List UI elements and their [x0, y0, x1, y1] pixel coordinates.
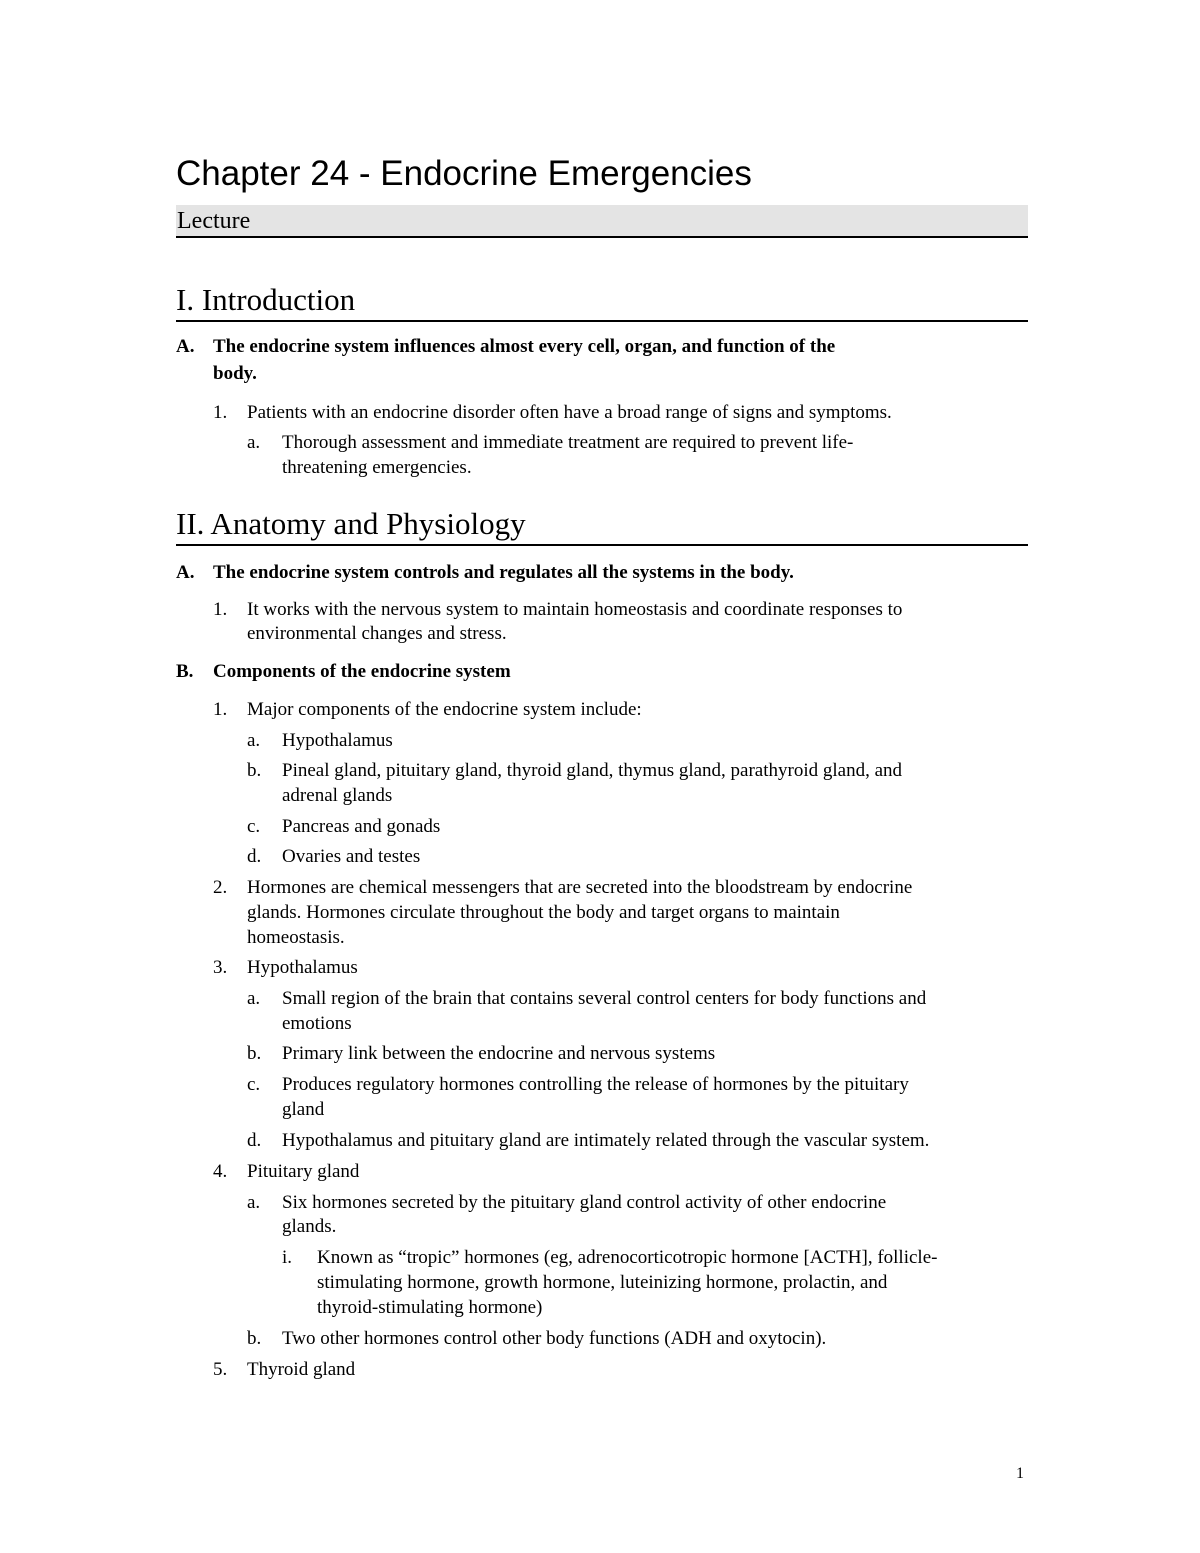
outline-text: Ovaries and testes [282, 846, 421, 867]
outline-text: Pineal gland, pituitary gland, thyroid gland, thymus gland, parathyroid gland, and [282, 760, 903, 781]
page-number: 1 [1016, 1465, 1024, 1482]
outline-marker: a. [247, 432, 261, 453]
outline-text: thyroid-stimulating hormone) [317, 1297, 543, 1318]
outline-text: homeostasis. [247, 927, 345, 948]
outline-text: emotions [282, 1013, 352, 1034]
outline-marker: 2. [213, 877, 228, 898]
outline-marker: b. [247, 1328, 262, 1349]
outline-text: adrenal glands [282, 785, 393, 806]
outline-text: The endocrine system controls and regulates all the systems in the body. [213, 562, 794, 583]
outline-marker: c. [247, 816, 261, 837]
outline-marker: a. [247, 988, 261, 1009]
outline-text: glands. [282, 1216, 337, 1237]
outline-text: body. [213, 363, 257, 384]
section-heading-anatomy-physiology: II. Anatomy and Physiology [176, 505, 1028, 546]
outline-marker: B. [176, 661, 194, 682]
outline-marker: c. [247, 1074, 261, 1095]
outline-marker: a. [247, 730, 261, 751]
outline-marker: b. [247, 1043, 262, 1064]
outline-text: Hypothalamus [247, 957, 358, 978]
outline-text: Six hormones secreted by the pituitary gland control activity of other endocrine [282, 1192, 887, 1213]
outline-text: glands. Hormones circulate throughout the body and target organs to maintain [247, 902, 840, 923]
outline-marker: i. [282, 1247, 293, 1268]
outline-marker: A. [176, 562, 195, 583]
outline-text: environmental changes and stress. [247, 623, 507, 644]
outline-text: Hypothalamus [282, 730, 393, 751]
section-heading-introduction: I. Introduction [176, 281, 1028, 322]
outline-text: Major components of the endocrine system include: [247, 699, 642, 720]
lecture-subtitle: Lecture [176, 205, 1028, 238]
outline-text: Components of the endocrine system [213, 661, 511, 682]
outline-marker: 3. [213, 957, 228, 978]
outline-text: Two other hormones control other body functions (ADH and oxytocin). [282, 1328, 827, 1349]
document-page [176, 0, 1028, 1553]
outline-text: Primary link between the endocrine and nervous systems [282, 1043, 716, 1064]
outline-text: stimulating hormone, growth hormone, luteinizing hormone, prolactin, and [317, 1272, 888, 1293]
outline-text: Produces regulatory hormones controlling the release of hormones by the pituitary [282, 1074, 909, 1095]
outline-text: Known as “tropic” hormones (eg, adrenocorticotropic hormone [ACTH], follicle- [317, 1247, 938, 1268]
outline-marker: d. [247, 846, 262, 867]
outline-text: The endocrine system influences almost every cell, organ, and function of the [213, 336, 836, 357]
outline-marker: A. [176, 336, 195, 357]
outline-marker: 1. [213, 599, 228, 620]
outline-text: Hormones are chemical messengers that are secreted into the bloodstream by endocrine [247, 877, 913, 898]
outline-text: Thorough assessment and immediate treatment are required to prevent life- [282, 432, 854, 453]
outline-text: threatening emergencies. [282, 457, 472, 478]
outline-text: It works with the nervous system to maintain homeostasis and coordinate responses to [247, 599, 903, 620]
outline-marker: a. [247, 1192, 261, 1213]
chapter-title: Chapter 24 - Endocrine Emergencies [176, 154, 752, 193]
outline-text: Pancreas and gonads [282, 816, 441, 837]
outline-text: Small region of the brain that contains several control centers for body functions and [282, 988, 927, 1009]
outline-marker: 1. [213, 402, 228, 423]
outline-marker: 1. [213, 699, 228, 720]
outline-marker: d. [247, 1130, 262, 1151]
outline-text: Thyroid gland [247, 1359, 356, 1380]
outline-text: Hypothalamus and pituitary gland are intimately related through the vascular system. [282, 1130, 930, 1151]
outline-text: gland [282, 1099, 325, 1120]
outline-marker: 5. [213, 1359, 228, 1380]
outline-text: Pituitary gland [247, 1161, 360, 1182]
outline-marker: b. [247, 760, 262, 781]
outline-text: Patients with an endocrine disorder often have a broad range of signs and symptoms. [247, 402, 892, 423]
outline-marker: 4. [213, 1161, 228, 1182]
